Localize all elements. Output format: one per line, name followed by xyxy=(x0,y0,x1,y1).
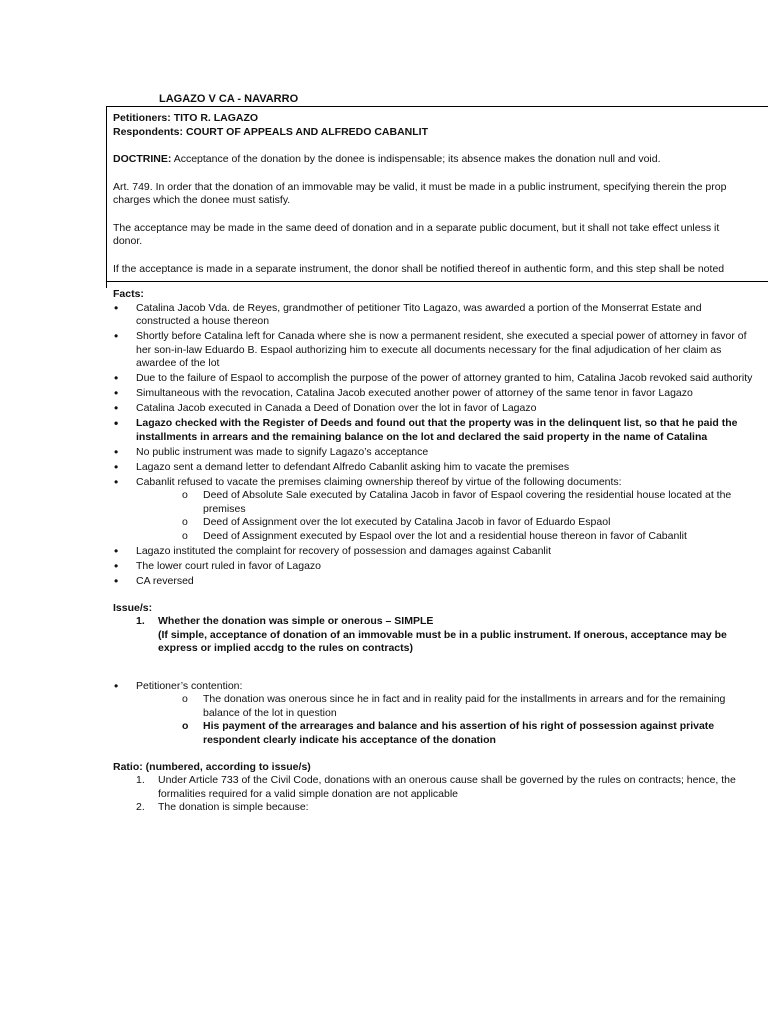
ratio-text: The donation is simple because: xyxy=(158,801,309,813)
respondents-line xyxy=(113,126,768,140)
ratio-item xyxy=(113,774,753,801)
fact-item: • The lower court ruled in favor of Lagazo xyxy=(113,560,753,574)
fact-item: • Lagazo sent a demand letter to defendant Alfredo Cabanlit asking him to vacate the premises xyxy=(113,461,753,475)
article-749-line-1: Art. 749. In order that the donation of an immovable may be valid, it must be made in a public instrument, specifying therein the prop xyxy=(113,180,727,193)
doctrine-text: Acceptance of the donation by the donee is indispensable; its absence makes the donation null and void. xyxy=(173,153,661,165)
ratio-heading: Ratio: (numbered, according to issue/s) xyxy=(113,760,311,773)
box-left-rule xyxy=(106,106,107,288)
ratio-number: 2. xyxy=(136,801,145,813)
fact-item-documents xyxy=(113,476,753,544)
fact-item: • No public instrument was made to signify Lagazo’s acceptance xyxy=(113,446,753,460)
contention-sublist xyxy=(136,693,753,747)
box-bottom-rule xyxy=(106,281,768,282)
case-header-box xyxy=(113,112,768,276)
fact-item-text: Cabanlit refused to vacate the premises claiming ownership thereof by virtue of the following documents: xyxy=(136,475,622,488)
facts-list xyxy=(113,302,753,589)
documents-sublist xyxy=(136,489,753,543)
fact-item: • Shortly before Catalina left for Canada where she is now a permanent resident, she executed a special power of attorney in favor of her son-in-law Eduardo B. Espaol authorizing him to execute all documents necessary for the final adjudication of her claim as awardee of the lot xyxy=(113,330,753,371)
contention-point: o The donation was onerous since he in fact and in reality paid for the installments in arrears and for the remaining balance of the lot in question xyxy=(136,693,753,720)
contention-list xyxy=(113,680,753,748)
document-item: o Deed of Assignment over the lot executed by Catalina Jacob in favor of Eduardo Espaol xyxy=(136,516,753,530)
issue-note: (If simple, acceptance of donation of an immovable must be in a public instrument. If onerous, acceptance may be express or implied accdg to the rules on contracts) xyxy=(158,628,727,654)
contention-point-bold: o His payment of the arrearages and balance and his assertion of his right of possession against private respondent clearly indicate his acceptance of the donation xyxy=(136,720,753,747)
document-title: LAGAZO V CA - NAVARRO xyxy=(159,93,299,105)
fact-item: • Simultaneous with the revocation, Catalina Jacob executed another power of attorney of the same tenor in favor Lagazo xyxy=(113,387,753,401)
fact-item: • Catalina Jacob Vda. de Reyes, grandmother of petitioner Tito Lagazo, was awarded a portion of the Monserrat Estate and constructed a house thereon xyxy=(113,302,753,329)
issue-number: 1. xyxy=(136,615,145,627)
article-749-line-2: charges which the donee must satisfy. xyxy=(113,194,291,206)
fact-item: • CA reversed xyxy=(113,575,753,589)
ratio-list xyxy=(113,774,753,815)
fact-item: • Lagazo instituted the complaint for recovery of possession and damages against Cabanlit xyxy=(113,545,753,559)
ratio-text: Under Article 733 of the Civil Code, donations with an onerous cause shall be governed by the rules on contracts; hence, the formalities required for a valid simple donation are not applicable xyxy=(158,774,736,800)
contention-item xyxy=(113,680,753,748)
petitioners-label: Petitioners: xyxy=(113,112,171,124)
issues-list xyxy=(113,615,753,656)
petitioners-line xyxy=(113,112,768,126)
ratio-number: 1. xyxy=(136,774,145,786)
fact-item: • Due to the failure of Espaol to accomplish the purpose of the power of attorney granted to him, Catalina Jacob revoked said authority xyxy=(113,372,753,386)
respondents-label: Respondents: xyxy=(113,125,184,138)
doctrine-label: DOCTRINE: xyxy=(113,153,172,165)
document-item: o Deed of Assignment executed by Espaol over the lot and a residential house thereon in favor of Cabanlit xyxy=(136,530,753,544)
fact-item: • Catalina Jacob executed in Canada a Deed of Donation over the lot in favor of Lagazo xyxy=(113,402,753,416)
facts-heading: Facts: xyxy=(113,288,144,300)
petitioners-value: TITO R. LAGAZO xyxy=(173,112,259,124)
acceptance-line-2: donor. xyxy=(113,235,143,247)
fact-item-bold: • Lagazo checked with the Register of Deeds and found out that the property was in the delinquent list, so that he paid the installments in arrears and the remaining balance on the lot and declared the said property in the name of Catalina xyxy=(113,417,753,444)
separate-instrument-line: If the acceptance is made in a separate instrument, the donor shall be notified thereof in authentic form, and this step shall be noted xyxy=(113,262,725,275)
box-top-rule xyxy=(106,106,768,107)
doctrine-line xyxy=(113,153,768,167)
respondents-value: COURT OF APPEALS AND ALFREDO CABANLIT xyxy=(185,125,429,138)
issues-heading: Issue/s: xyxy=(113,601,153,614)
document-body xyxy=(113,288,753,815)
contention-label: Petitioner’s contention: xyxy=(136,679,243,692)
issue-item xyxy=(113,615,753,656)
document-item: o Deed of Absolute Sale executed by Catalina Jacob in favor of Espaol covering the residential house located at the premises xyxy=(136,489,753,516)
issue-question: Whether the donation was simple or onerous – SIMPLE xyxy=(158,615,434,627)
ratio-item xyxy=(113,801,753,815)
acceptance-line-1: The acceptance may be made in the same deed of donation and in a separate public document, but it shall not take effect unless it xyxy=(113,221,720,234)
